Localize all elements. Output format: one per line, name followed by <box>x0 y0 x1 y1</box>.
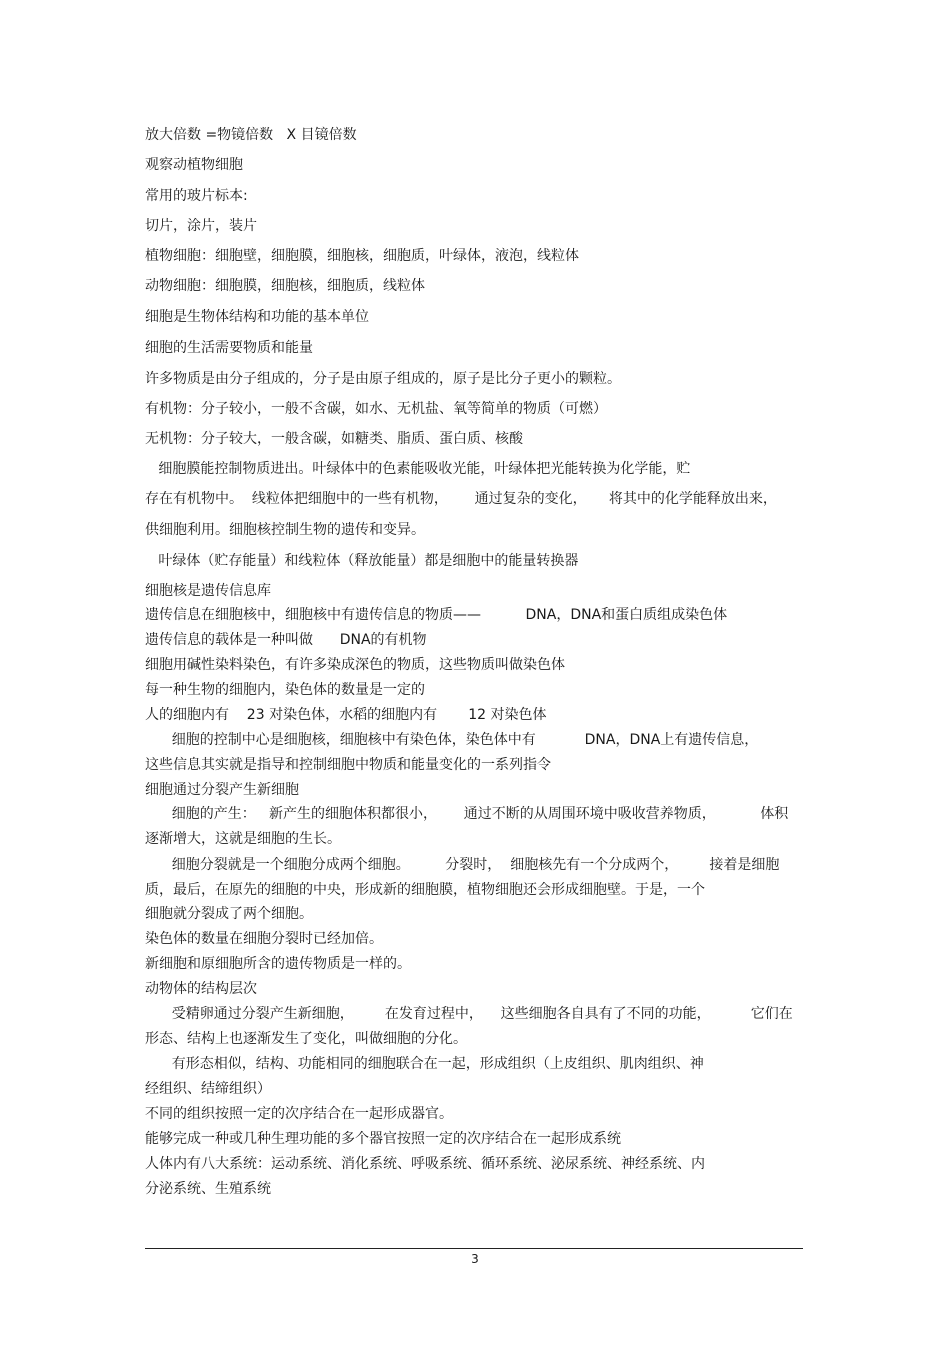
text-line: 遗传信息的载体是一种叫做 DNA的有机物 <box>145 632 427 648</box>
text-line: 不同的组织按照一定的次序结合在一起形成器官。 <box>145 1106 453 1122</box>
text-line: 分泌系统、生殖系统 <box>145 1181 271 1197</box>
footer-rule <box>145 1248 803 1249</box>
text-line: 放大倍数 =物镜倍数 X 目镜倍数 <box>145 127 357 143</box>
text-line: 质，最后，在原先的细胞的中央，形成新的细胞膜，植物细胞还会形成细胞壁。于是，一个 <box>145 882 705 898</box>
text-line: 经组织、结缔组织） <box>145 1081 271 1097</box>
text-line: 动物细胞：细胞膜，细胞核，细胞质，线粒体 <box>145 278 425 294</box>
text-line: 遗传信息在细胞核中，细胞核中有遗传信息的物质—— DNA，DNA和蛋白质组成染色体 <box>145 607 728 623</box>
text-line: 细胞膜能控制物质进出。叶绿体中的色素能吸收光能，叶绿体把光能转换为化学能，贮 <box>145 461 691 477</box>
text-line: 每一种生物的细胞内，染色体的数量是一定的 <box>145 682 425 698</box>
text-line: 有形态相似，结构、功能相同的细胞联合在一起，形成组织（上皮组织、肌肉组织、神 <box>145 1056 704 1072</box>
text-line: 许多物质是由分子组成的，分子是由原子组成的，原子是比分子更小的颗粒。 <box>145 371 621 387</box>
text-line: 逐渐增大，这就是细胞的生长。 <box>145 831 341 847</box>
text-line: 细胞通过分裂产生新细胞 <box>145 782 299 798</box>
text-line: 形态、结构上也逐渐发生了变化，叫做细胞的分化。 <box>145 1031 467 1047</box>
text-line: 细胞的产生： 新产生的细胞体积都很小， 通过不断的从周围环境中吸收营养物质， 体积 <box>145 806 789 822</box>
text-line: 能够完成一种或几种生理功能的多个器官按照一定的次序结合在一起形成系统 <box>145 1131 621 1147</box>
text-line: 新细胞和原细胞所含的遗传物质是一样的。 <box>145 956 411 972</box>
text-line: 这些信息其实就是指导和控制细胞中物质和能量变化的一系列指令 <box>145 757 551 773</box>
text-line: 受精卵通过分裂产生新细胞， 在发育过程中， 这些细胞各自具有了不同的功能， 它们在 <box>145 1006 793 1022</box>
text-line: 常用的玻片标本: <box>145 188 248 204</box>
text-line: 细胞的生活需要物质和能量 <box>145 340 313 356</box>
text-line: 人的细胞内有 23 对染色体，水稻的细胞内有 12 对染色体 <box>145 707 547 723</box>
text-line: 细胞用碱性染料染色，有许多染成深色的物质，这些物质叫做染色体 <box>145 657 565 673</box>
text-line: 人体内有八大系统：运动系统、消化系统、呼吸系统、循环系统、泌尿系统、神经系统、内 <box>145 1156 705 1172</box>
text-line: 动物体的结构层次 <box>145 981 257 997</box>
text-line: 染色体的数量在细胞分裂时已经加倍。 <box>145 931 383 947</box>
text-line: 存在有机物中。 线粒体把细胞中的一些有机物， 通过复杂的变化， 将其中的化学能释放出来， <box>145 491 777 507</box>
page-number: 3 <box>471 1252 479 1266</box>
text-line: 无机物：分子较大，一般含碳，如糖类、脂质、蛋白质、核酸 <box>145 431 523 447</box>
text-line: 观察动植物细胞 <box>145 157 243 173</box>
text-line: 切片，涂片，装片 <box>145 218 257 234</box>
text-line: 细胞的控制中心是细胞核，细胞核中有染色体，染色体中有 DNA，DNA上有遗传信息， <box>145 732 759 748</box>
text-line: 细胞核是遗传信息库 <box>145 583 271 599</box>
text-line: 叶绿体（贮存能量）和线粒体（释放能量）都是细胞中的能量转换器 <box>145 553 579 569</box>
text-line: 植物细胞：细胞壁，细胞膜，细胞核，细胞质，叶绿体，液泡，线粒体 <box>145 248 579 264</box>
text-line: 细胞是生物体结构和功能的基本单位 <box>145 309 369 325</box>
text-line: 细胞就分裂成了两个细胞。 <box>145 906 313 922</box>
text-line: 细胞分裂就是一个细胞分成两个细胞。 分裂时， 细胞核先有一个分成两个， 接着是细胞 <box>145 857 780 873</box>
text-line: 有机物：分子较小，一般不含碳，如水、无机盐、氧等简单的物质（可燃） <box>145 401 607 417</box>
text-line: 供细胞利用。细胞核控制生物的遗传和变异。 <box>145 522 425 538</box>
